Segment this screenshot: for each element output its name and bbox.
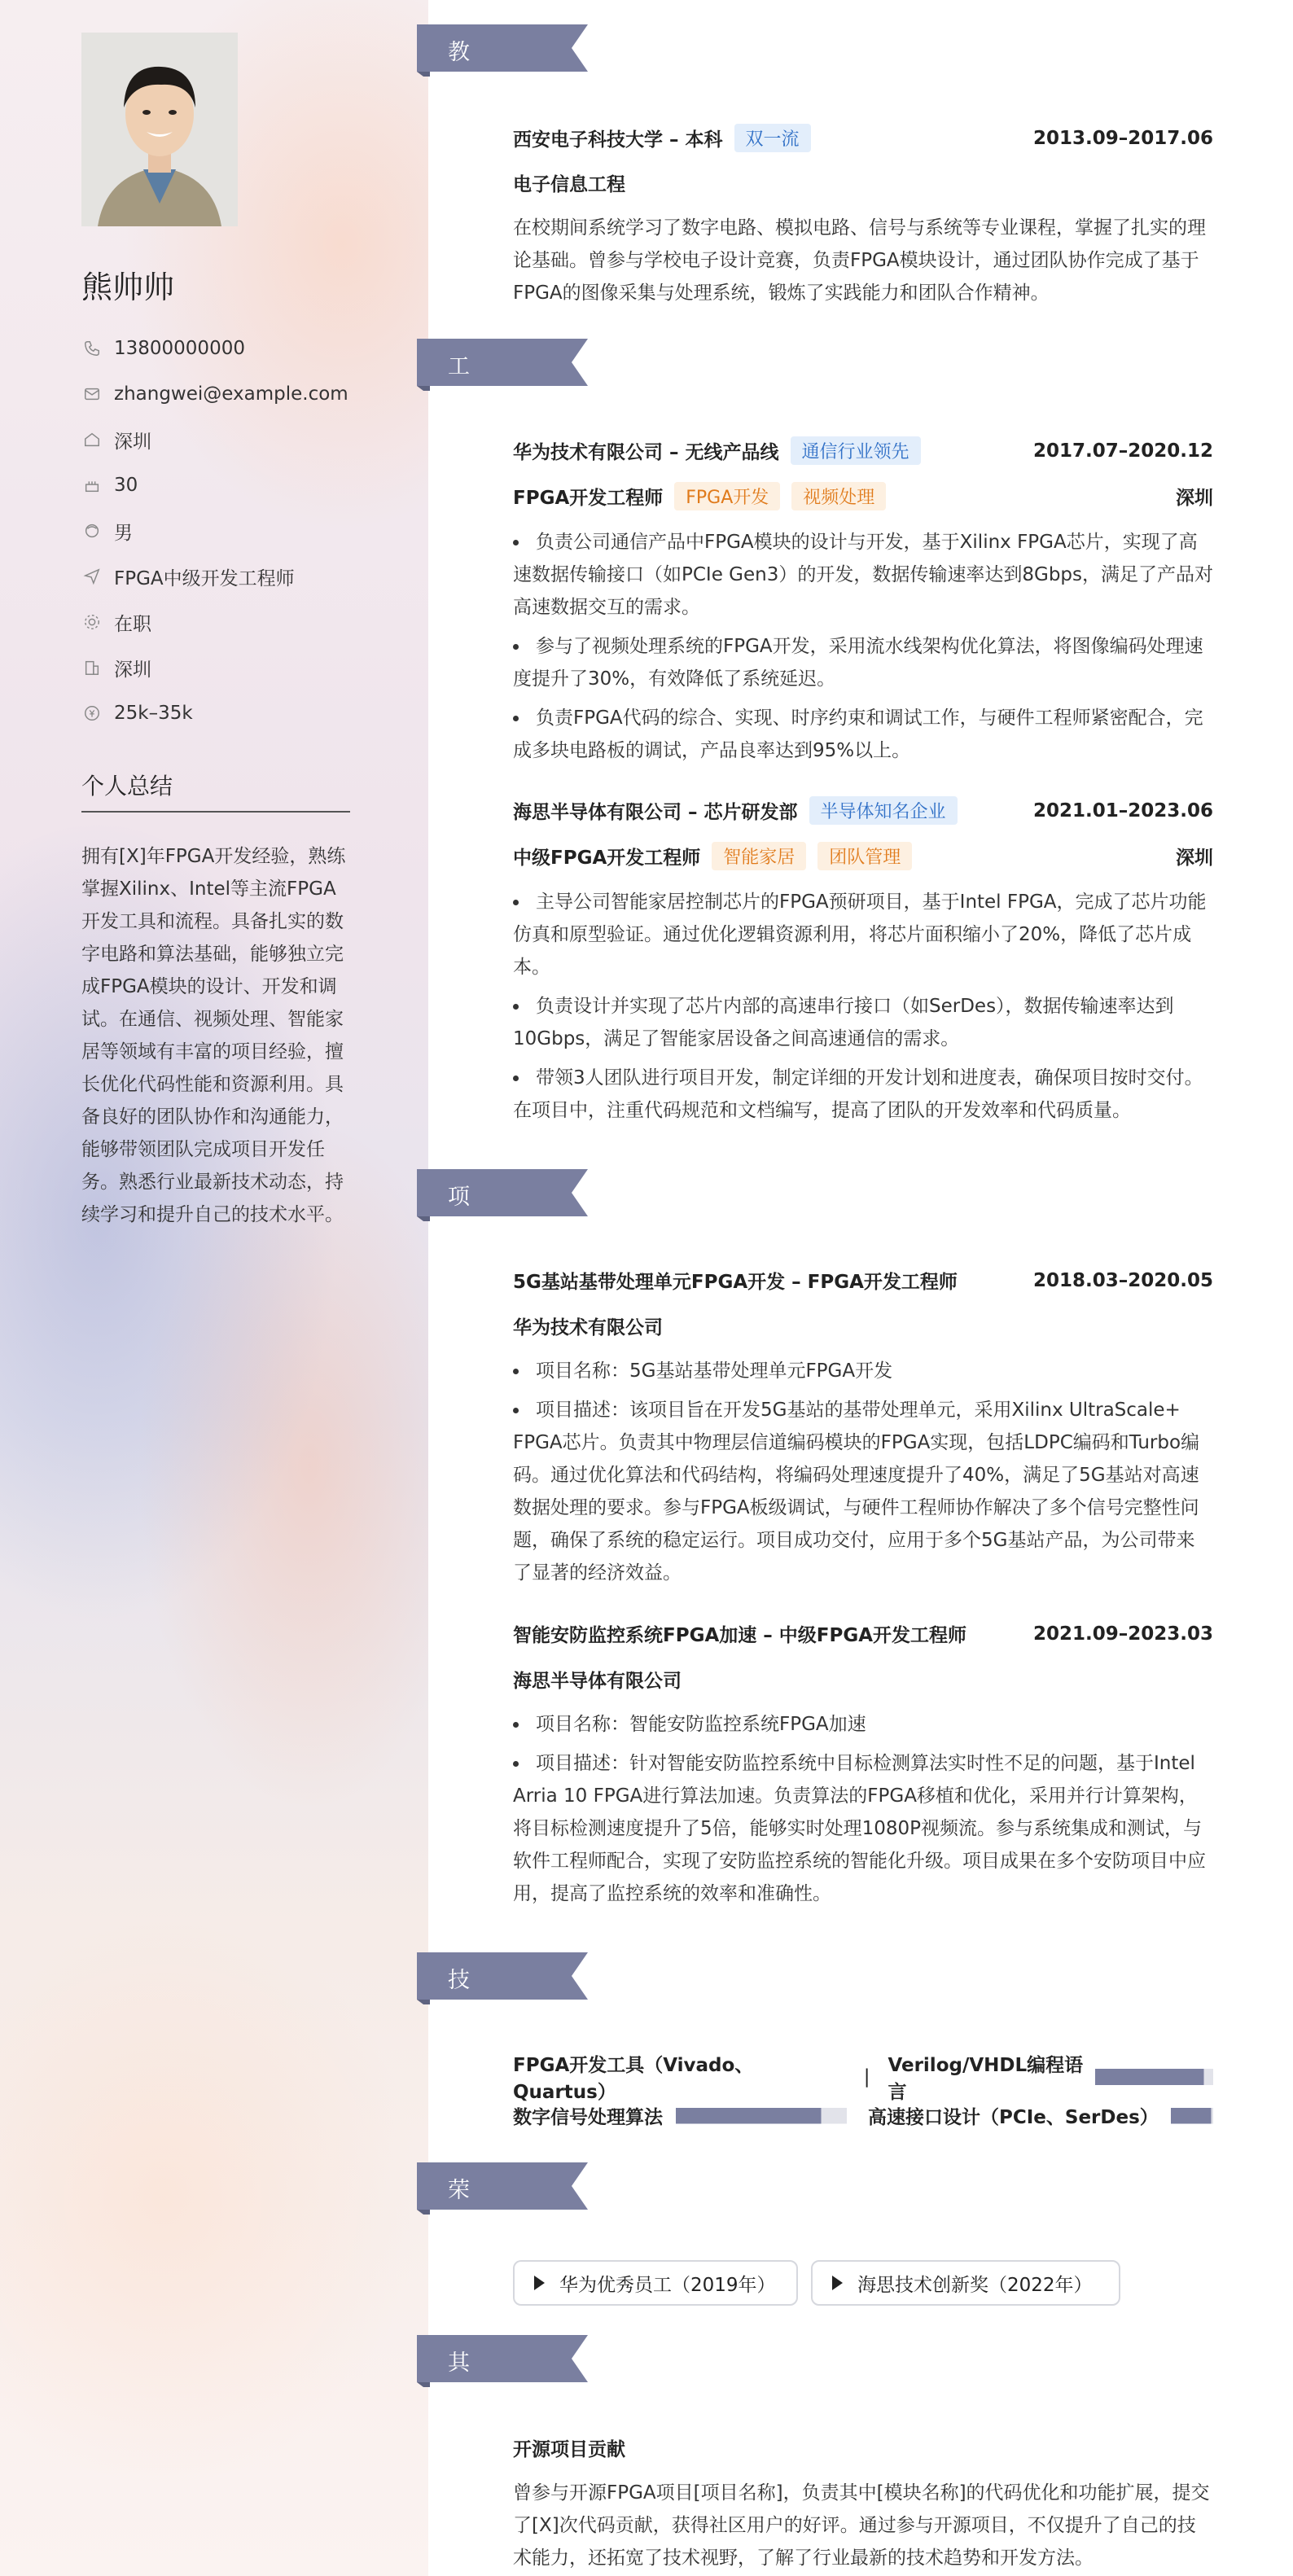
education-major: 电子信息工程: [513, 174, 625, 195]
list-item: 项目名称：智能安防监控系统FPGA加速: [490, 1708, 1213, 1741]
section-title-project: 项目经历: [448, 1185, 471, 1305]
honor-1-label: 华为优秀员工（2019年）: [559, 2274, 776, 2296]
summary-text: 拥有[X]年FPGA开发经验，熟练掌握Xilinx、Intel等主流FPGA开发工具和流程。具备扎实的数字电路和算法基础，能够独立完成FPGA模块的设计、开发和调试。在通信、视频处理、智能家居等领域有丰富的项目经验，擅长优化代码性能和资源利用。具备良好的团队协作和沟通能力，能够带领团队完成项目开发任务。熟悉行业最新技术动态，持续学习和提升自己的技术水平。: [81, 846, 346, 1225]
section-title-other: 其他信息: [448, 2350, 471, 2471]
info-salary: [81, 690, 391, 736]
summary-divider: [81, 811, 350, 813]
project-2-company: 海思半导体有限公司: [513, 1671, 682, 1692]
project-1-date: 2018.03–2020.05: [1032, 1269, 1213, 1291]
summary-title: 个人总结: [81, 773, 173, 800]
skill-3-name: 数字信号处理算法: [513, 2107, 663, 2128]
building-icon: [81, 657, 103, 678]
project-1-company: 华为技术有限公司: [513, 1317, 663, 1338]
play-icon: [534, 2276, 545, 2290]
section-title-education: 教育经历: [448, 40, 471, 160]
work-2-company: 海思半导体有限公司 – 芯片研发部: [513, 802, 798, 823]
project-2-title: 智能安防监控系统FPGA加速 – 中级FPGA开发工程师: [513, 1625, 967, 1646]
info-city: [81, 645, 391, 690]
skill-separator: |: [863, 2066, 870, 2088]
avatar: [81, 33, 238, 226]
other-title: 开源项目贡献: [513, 2439, 625, 2460]
phone-text: 13800000000: [114, 338, 245, 359]
list-item: 负责FPGA代码的综合、实现、时序约束和调试工作，与硬件工程师紧密配合，完成多块电路板的调试，产品良率达到95%以上。: [490, 702, 1213, 767]
list-item: 负责设计并实现了芯片内部的高速串行接口（如SerDes），数据传输速率达到10Gbps，满足了智能家居设备之间高速通信的需求。: [490, 990, 1213, 1055]
skill-1-name: FPGA开发工具（Vivado、Quartus）: [513, 2055, 754, 2103]
list-item: 主导公司智能家居控制芯片的FPGA预研项目，基于Intel FPGA，完成了芯片功能仿真和原型验证。通过优化逻辑资源利用，将芯片面积缩小了20%，降低了芯片成本。: [490, 886, 1213, 984]
list-item: 项目描述：针对智能安防监控系统中目标检测算法实时性不足的问题，基于Intel Arria 10 FPGA进行算法加速。负责算法的FPGA移植和优化，采用并行计算架构，将目标检测速度提升了5倍，能够实时处理1080P视频流。参与系统集成和测试，与软件工程师配合，实现了安防监控系统的智能化升级。项目成果在多个安防项目中应用，提高了监控系统的效率和准确性。: [490, 1747, 1213, 1910]
info-position: [81, 554, 391, 599]
work-2-tag: 半导体知名企业: [809, 796, 958, 825]
sidebar: [0, 0, 428, 2576]
age-text: 30: [114, 475, 138, 496]
skill-2-name: Verilog/VHDL编程语言: [888, 2055, 1084, 2103]
work-1-city: 深圳: [1176, 488, 1213, 509]
skills-row-2: [513, 2102, 1213, 2129]
list-item: 项目名称：5G基站基带处理单元FPGA开发: [490, 1355, 1213, 1387]
education-header-row: [513, 124, 1213, 152]
project-1-bullets: [513, 1355, 1213, 1589]
gender-icon: [81, 520, 103, 541]
work-2-role-row: [513, 842, 1213, 870]
skill-2-bar: [1095, 2069, 1213, 2085]
contact-info-list: [81, 326, 391, 736]
section-title-work: 工作经历: [448, 354, 471, 475]
work-1-skill-tag-1: FPGA开发: [674, 482, 780, 510]
honor-item-1[interactable]: [513, 2260, 798, 2306]
mail-icon: [81, 383, 103, 405]
age-icon: [81, 475, 103, 496]
project-2-bullets: [513, 1708, 1213, 1910]
section-title-skills: 技能专长: [448, 1968, 471, 2088]
work-1-company: 华为技术有限公司 – 无线产品线: [513, 442, 779, 463]
education-tag: 双一流: [734, 124, 811, 152]
position-text: FPGA中级开发工程师: [114, 567, 295, 589]
work-2-role: 中级FPGA开发工程师: [513, 848, 701, 869]
send-icon: [81, 566, 103, 587]
list-item: 带领3人团队进行项目开发，制定详细的开发计划和进度表，确保项目按时交付。在项目中，注重代码规范和文档编写，提高了团队的开发效率和代码质量。: [490, 1062, 1213, 1127]
education-date: 2013.09–2017.06: [1032, 127, 1213, 149]
work-2-skill-tag-1: 智能家居: [712, 842, 806, 870]
status-icon: [81, 611, 103, 633]
phone-icon: [81, 338, 103, 359]
skill-4-bar: [1171, 2108, 1213, 2124]
project-1-title: 5G基站基带处理单元FPGA开发 – FPGA开发工程师: [513, 1272, 958, 1293]
work-1-bullets: [513, 526, 1213, 767]
skill-4-name: 高速接口设计（PCIe、SerDes）: [868, 2107, 1159, 2128]
education-description: 在校期间系统学习了数字电路、模拟电路、信号与系统等专业课程，掌握了扎实的理论基础。曾参与学校电子设计竞赛，负责FPGA模块设计，通过团队协作完成了基于FPGA的图像采集与处理系统，锻炼了实践能力和团队合作精神。: [513, 217, 1206, 304]
project-2-header: [513, 1620, 1213, 1647]
info-location: [81, 417, 391, 462]
work-2-date: 2021.01–2023.06: [1032, 800, 1213, 821]
work-2-city: 深圳: [1176, 848, 1213, 869]
info-gender: [81, 508, 391, 554]
honor-item-2[interactable]: [811, 2260, 1120, 2306]
candidate-name: 熊帅帅: [81, 269, 175, 305]
work-1-header: [513, 436, 1213, 465]
work-2-skill-tag-2: 团队管理: [817, 842, 912, 870]
other-description: 曾参与开源FPGA项目[项目名称]，负责其中[模块名称]的代码优化和功能扩展，提交了[X]次代码贡献，获得社区用户的好评。通过参与开源项目，不仅提升了自己的技术能力，还拓宽了技术视野，了解了行业最新的技术趋势和开发方法。: [513, 2482, 1210, 2569]
home-icon: [81, 429, 103, 450]
info-status: [81, 599, 391, 645]
info-age: [81, 462, 391, 508]
work-1-role: FPGA开发工程师: [513, 488, 664, 509]
city-text: 深圳: [114, 659, 151, 681]
list-item: 参与了视频处理系统的FPGA开发，采用流水线架构优化算法，将图像编码处理速度提升了30%，有效降低了系统延迟。: [490, 630, 1213, 695]
list-item: 负责公司通信产品中FPGA模块的设计与开发，基于Xilinx FPGA芯片，实现了高速数据传输接口（如PCIe Gen3）的开发，数据传输速率达到8Gbps，满足了产品对高速数据交互的需求。: [490, 526, 1213, 624]
status-text: 在职: [114, 613, 151, 635]
gender-text: 男: [114, 522, 133, 544]
work-2-bullets: [513, 886, 1213, 1127]
project-1-header: [513, 1267, 1213, 1294]
salary-text: 25k–35k: [114, 703, 193, 724]
list-item: 项目描述：该项目旨在开发5G基站的基带处理单元，采用Xilinx UltraScale+ FPGA芯片。负责其中物理层信道编码模块的FPGA实现，包括LDPC编码和Turbo编码。通过优化算法和代码结构，将编码处理速度提升了40%，满足了5G基站对高速数据处理的要求。参与FPGA板级调试，与硬件工程师协作解决了多个信号完整性问题，确保了系统的稳定运行。项目成功交付，应用于多个5G基站产品，为公司带来了显著的经济效益。: [490, 1394, 1213, 1589]
work-1-tag: 通信行业领先: [791, 436, 921, 465]
location-text: 深圳: [114, 431, 151, 453]
info-email: [81, 371, 391, 417]
work-2-header: [513, 796, 1213, 825]
work-1-skill-tag-2: 视频处理: [791, 482, 886, 510]
section-title-honors: 荣誉奖项: [448, 2178, 471, 2298]
work-1-date: 2017.07–2020.12: [1032, 440, 1213, 462]
work-1-role-row: [513, 482, 1213, 510]
email-text: zhangwei@example.com: [114, 383, 348, 405]
education-school: 西安电子科技大学 – 本科: [513, 129, 723, 151]
project-2-date: 2021.09–2023.03: [1032, 1623, 1213, 1645]
play-icon: [832, 2276, 843, 2290]
salary-icon: [81, 703, 103, 724]
skills-row-1: [513, 2050, 1213, 2104]
info-phone: [81, 326, 391, 371]
skill-3-bar: [676, 2108, 847, 2124]
honor-2-label: 海思技术创新奖（2022年）: [857, 2274, 1093, 2296]
